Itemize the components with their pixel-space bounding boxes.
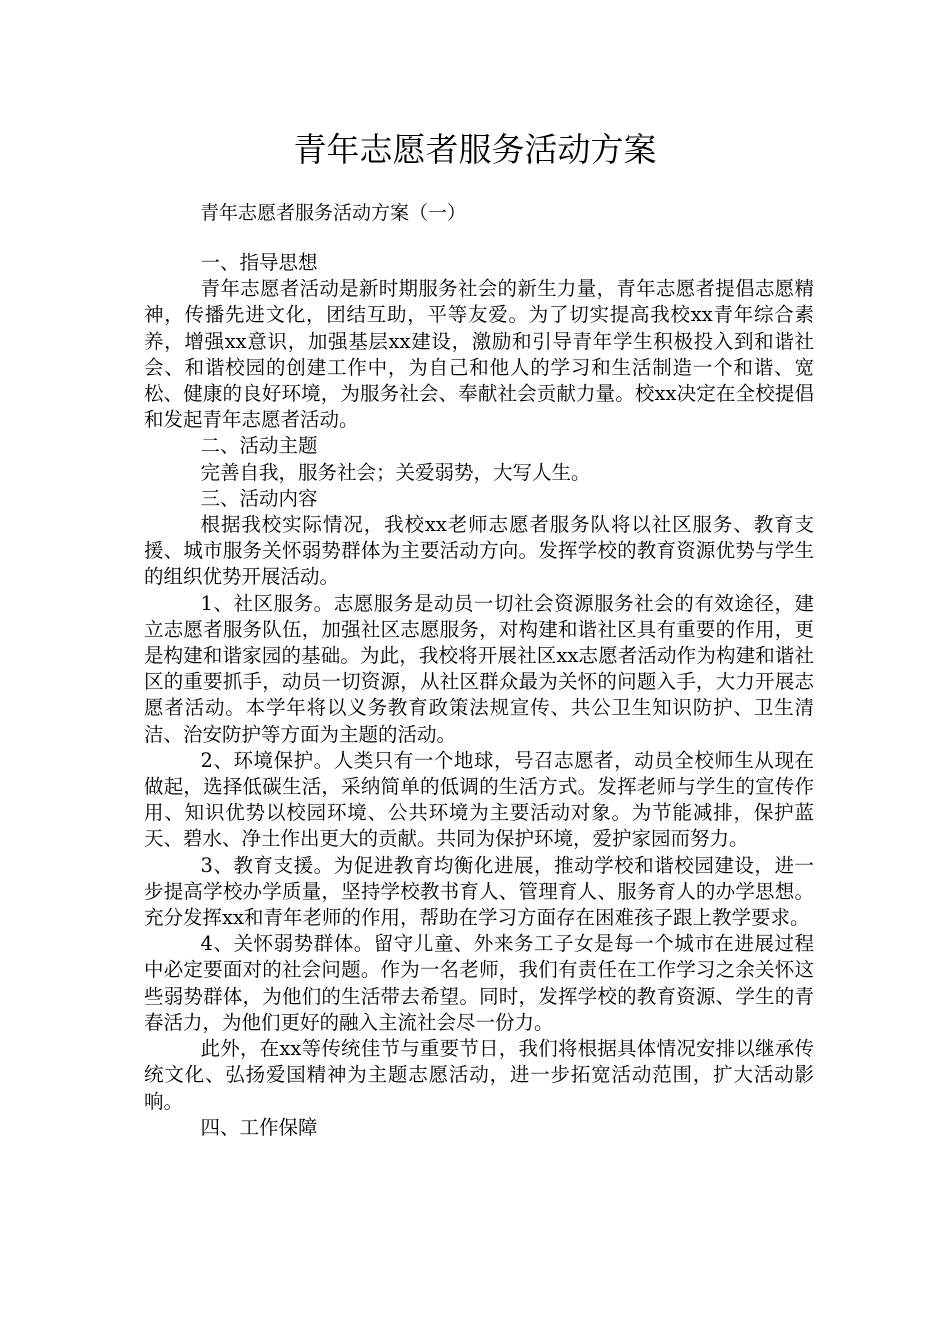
paragraph-activity-content: 根据我校实际情况，我校xx老师志愿者服务队将以社区服务、教育支援、城市服务关怀弱势群体为主要活动方向。发挥学校的教育资源优势与学生的组织优势开展活动。: [144, 513, 814, 589]
paragraph-guiding-thought: 青年志愿者活动是新时期服务社会的新生力量，青年志愿者提倡志愿精神，传播先进文化，团结互助，平等友爱。为了切实提高我校xx青年综合素养，增强xx意识，加强基层xx建设，激励和引导青年学生积极投入到和谐社会、和谐校园的创建工作中，为自己和他人的学习和生活制造一个和谐、宽松、健康的良好环境，为服务社会、奉献社会贡献力量。校xx决定在全校提倡和发起青年志愿者活动。: [144, 277, 814, 432]
paragraph-education-support: 3、教育支援。为促进教育均衡化进展，推动学校和谐校园建设，进一步提高学校办学质量，坚持学校教书育人、管理育人、服务育人的办学思想。充分发挥xx和青年老师的作用，帮助在学习方面存在困难孩子跟上教学要求。: [144, 853, 814, 930]
paragraph-care-for-vulnerable: 4、关怀弱势群体。留守儿童、外来务工子女是每一个城市在进展过程中必定要面对的社会问题。作为一名老师，我们有责任在工作学习之余关怀这些弱势群体，为他们的生活带去希望。同时，发挥学校的教育资源、学生的青春活力，为他们更好的融入主流社会尽一份力。: [144, 932, 814, 1034]
section-heading-activity-content: 三、活动内容: [200, 486, 318, 510]
document-body: [144, 250, 814, 1141]
section-heading-work-guarantee: 四、工作保障: [200, 1115, 318, 1139]
paragraph-community-service: 1、社区服务。志愿服务是动员一切社会资源服务社会的有效途径，建立志愿者服务队伍，加强社区志愿服务，对构建和谐社区具有重要的作用，更是构建和谐家园的基础。为此，我校将开展社区xx志愿者活动作为构建和谐社区的重要抓手，动员一切资源，从社区群众最为关怀的问题入手，大力开展志愿者活动。本学年将以义务教育政策法规宣传、共公卫生知识防护、卫生清洁、治安防护等方面为主题的活动。: [144, 591, 814, 746]
document-title: 青年志愿者服务活动方案: [293, 130, 657, 169]
document-subtitle: 青年志愿者服务活动方案（一）: [200, 202, 467, 224]
paragraph-activity-theme: 完善自我，服务社会；关爱弱势，大写人生。: [200, 460, 591, 484]
section-heading-activity-theme: 二、活动主题: [200, 434, 318, 458]
paragraph-environment-protection: 2、环境保护。人类只有一个地球，号召志愿者，动员全校师生从现在做起，选择低碳生活，采纳简单的低调的生活方式。发挥老师与学生的宣传作用、知识优势以校园环境、公共环境为主要活动对象。为节能减排，保护蓝天、碧水、净土作出更大的贡献。共同为保护环境，爱护家园而努力。: [144, 748, 814, 851]
section-heading-guiding-thought: 一、指导思想: [200, 251, 318, 274]
paragraph-festival-activities: 此外，在xx等传统佳节与重要节日，我们将根据具体情况安排以继承传统文化、弘扬爱国精神为主题志愿活动，进一步拓宽活动范围，扩大活动影响。: [144, 1037, 814, 1113]
